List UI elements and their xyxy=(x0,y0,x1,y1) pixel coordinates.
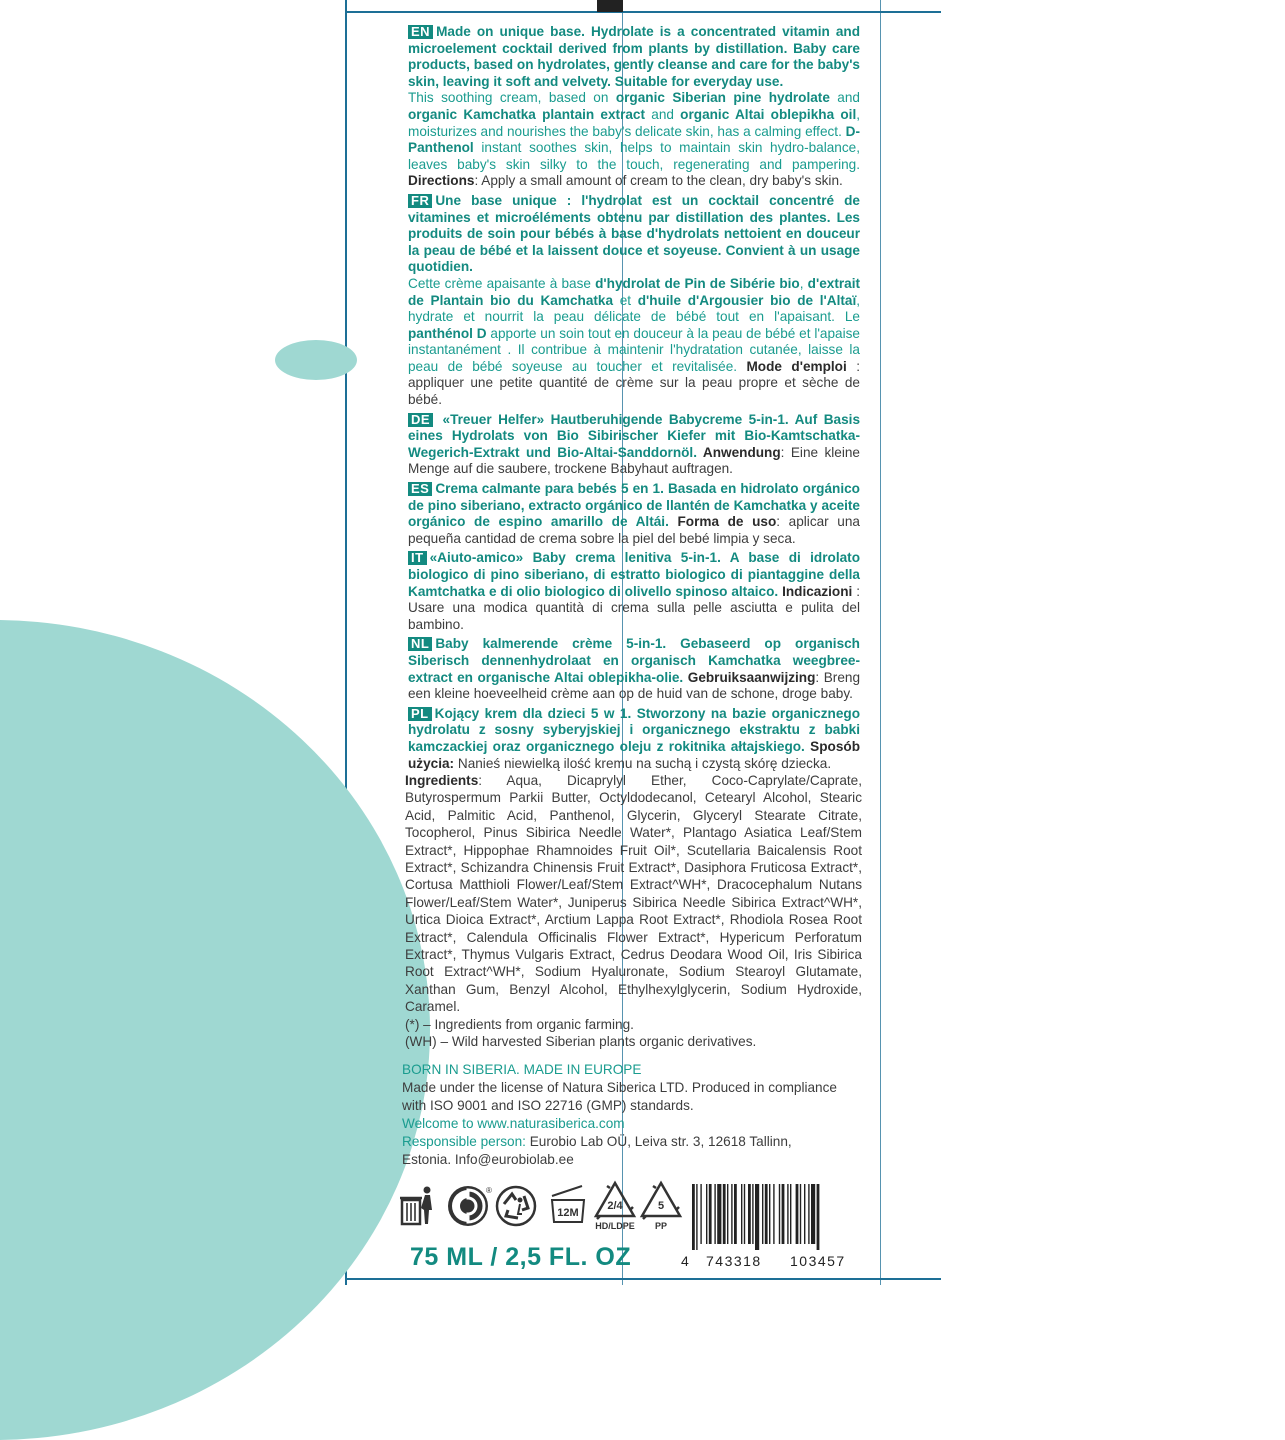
recycling-icons-row xyxy=(398,1180,698,1230)
it-text: «Aiuto-amico» Baby crema lenitiva 5-in-1. A base di idrolato biologico di pino siberiano, di estratto biologico di piantaggine della Kamtchatka e di olio biologico di olivello spinoso altaico. xyxy=(408,550,860,599)
ingredients-block xyxy=(405,772,862,1051)
barcode-bar xyxy=(709,1184,712,1244)
en-text: This soothing cream, based on xyxy=(408,90,616,106)
top-tab-mark xyxy=(597,0,623,12)
recycle-person-icon xyxy=(494,1184,540,1228)
pl-text: Kojący krem dla dzieci 5 w 1. Stworzony na bazie organicznego hydrolatu z sosny syberyjskiej i organicznego ekstraktu z babki kamczackiej oraz organicznego oleju z rokitnika ałtajskiego. xyxy=(408,705,860,754)
en-key: D-Panthenol xyxy=(408,123,860,156)
lang-tag-es: ES xyxy=(408,482,432,496)
en-intro: Made on unique base. Hydrolate is a concentrated vitamin and microelement cocktail derived from plants by distillation. Baby care products, based on hydrolates, gently cleanse and care for the baby's skin, leaving it soft and velvety. Suitable for everyday use. xyxy=(408,24,860,89)
barcode-bar xyxy=(744,1184,745,1244)
recycle-pp-number: 5 xyxy=(657,1200,665,1212)
recycle-hdpe-label: HD/LDPE xyxy=(595,1221,635,1231)
en-text: , moisturizes and nourishes the baby's delicate skin, has a calming effect. xyxy=(408,106,860,139)
es-text: Crema calmante para bebés 5 en 1. Basada en hidrolato orgánico de pino siberiano, extracto orgánico de llantén de Kamchatka y aceite orgánico de espino amarillo de Altái. xyxy=(408,481,860,530)
nl-directions-label: Gebruiksaanwijzing xyxy=(687,669,816,685)
en-text: and xyxy=(645,106,681,122)
en-directions-label: Directions xyxy=(408,173,475,189)
it-directions-label: Indicazioni xyxy=(782,583,853,599)
ingredients-label: Ingredients xyxy=(405,773,479,788)
en-key: organic Altai oblepikha oil xyxy=(680,106,857,122)
fr-text: apporte un soin tout en douceur à la peau de bébé et l'apaise instantanément . Il contribue à maintenir l'hydratation cutanée, laisse la peau de bébé soyeuse au toucher et revitalisée. xyxy=(408,325,860,374)
barcode-bar xyxy=(765,1184,768,1244)
de-directions-text: : Eine kleine Menge auf die saubere, trockene Babyhaut auftragen. xyxy=(408,444,860,477)
born-in-siberia-line: BORN IN SIBERIA. MADE IN EUROPE xyxy=(402,1062,642,1077)
barcode-bar xyxy=(727,1184,728,1244)
license-text: Made under the license of Natura Siberica LTD. Produced in compliance with ISO 9001 and ISO 22716 (GMP) standards. xyxy=(402,1080,837,1113)
lang-block-de xyxy=(408,412,860,478)
it-directions-text: : Usare una modica quantità di crema sulla pelle asciutta e pulita del bambino. xyxy=(408,583,860,632)
pao-label: 12M xyxy=(557,1207,579,1219)
barcode-icon xyxy=(690,1184,862,1250)
fr-intro: Une base unique : l'hydrolat est un cocktail concentré de vitamines et microéléments obtenu par distillation des plantes. Les produits de soin pour bébés à base d'hydrolats nettoient en douceur la peau de bébé et la laissent douce et soyeuse. Convient à un usage quotidien. xyxy=(408,192,860,275)
ingredients-text: : Aqua, Dicaprylyl Ether, Coco-Caprylate/Caprate, Butyrospermum Parkii Butter, Octyldodecanol, Cetearyl Alcohol, Stearic Acid, Palmitic Acid, Panthenol, Glycerin, Glyceryl Stearate Citrate, Tocopherol, Pinus Sibirica Needle Water*, Plantago Asiatica Leaf/Stem Extract*, Hippophae Rhamnoides Fruit Oil*, Scutellaria Baicalensis Root Extract*, Schizandra Chinensis Fruit Extract*, Dasiphora Fruticosa Extract*, Cortusa Matthioli Flower/Leaf/Stem Extract^WH*, Dracocephalum Nutans Flower/Leaf/Stem Water*, Juniperus Sibirica Needle Sibirica Extract^WH*, Urtica Dioica Extract*, Arctium Lappa Root Extract*, Rhodiola Rosea Root Extract*, Calendula Officinalis Flower Extract*, Hypericum Perforatum Extract*, Thymus Vulgaris Extract, Cedrus Deodara Wood Oil, Iris Sibirica Root Extract^WH*, Sodium Hyaluronate, Sodium Stearoyl Glutamate, Xanthan Gum, Benzyl Alcohol, Ethylhexylglycerin, Sodium Hydroxide, Caramel. xyxy=(405,773,862,1015)
organic-note: (*) – Ingredients from organic farming. xyxy=(405,1016,634,1032)
recycle-hdpe-icon xyxy=(592,1180,638,1232)
barcode-bar xyxy=(817,1184,820,1250)
lang-block-it xyxy=(408,550,860,633)
barcode-bar xyxy=(696,1184,697,1250)
pao-jar-icon xyxy=(548,1182,588,1226)
barcode-bar xyxy=(808,1184,809,1244)
barcode-bar xyxy=(804,1184,805,1244)
barcode-digit-prefix: 4 xyxy=(681,1253,691,1269)
de-text: «Treuer Helfer» Hautberuhigende Babycreme 5-in-1. Auf Basis eines Hydrolats von Bio Sibirischer Kiefer mit Bio-Kamtschatka-Wegerich-Extrakt und Bio-Altai-Sanddornöl. xyxy=(408,411,860,460)
nl-directions-text: : Breng een kleine hoeveelheid crème aan op de huid van de schone, droge baby. xyxy=(408,669,861,702)
product-volume: 75 ML / 2,5 FL. OZ xyxy=(410,1243,632,1271)
barcode-bar xyxy=(700,1184,701,1244)
lang-tag-fr: FR xyxy=(408,194,432,208)
responsible-person-text: Eurobio Lab OÜ, Leiva str. 3, 12618 Tallinn, Estonia. Info@eurobiolab.ee xyxy=(402,1134,792,1167)
barcode-bar xyxy=(790,1184,791,1244)
barcode-digits-right: 103457 xyxy=(790,1253,846,1269)
lang-tag-it: IT xyxy=(408,551,427,565)
recycle-pp-icon xyxy=(638,1180,684,1232)
barcode-bar xyxy=(723,1184,726,1244)
fr-key: panthénol D xyxy=(408,325,487,341)
fr-text: et xyxy=(613,292,638,308)
recycle-pp-label: PP xyxy=(654,1221,668,1231)
barcode-bar xyxy=(779,1184,780,1244)
decorative-arc-large xyxy=(0,620,430,1440)
barcode-bar xyxy=(706,1184,707,1244)
barcode-bar xyxy=(731,1184,732,1244)
barcode-bar xyxy=(734,1184,737,1244)
fr-text: Cette crème apaisante à base xyxy=(408,275,596,291)
green-dot-icon xyxy=(446,1184,494,1228)
frame-line-top xyxy=(345,11,941,13)
fr-key: d'extrait de Plantain bio du Kamchatka xyxy=(408,275,861,308)
barcode-bar xyxy=(717,1184,721,1244)
lang-tag-de: DE xyxy=(408,413,433,427)
barcode-bar xyxy=(714,1184,715,1244)
lang-block-en xyxy=(408,24,860,190)
barcode-bar xyxy=(811,1184,815,1244)
barcode-bar xyxy=(782,1184,785,1244)
fold-guide-line xyxy=(880,0,881,1285)
website-line: Welcome to www.naturasiberica.com xyxy=(402,1116,625,1131)
lang-tag-pl: PL xyxy=(408,707,432,721)
frame-line-bottom xyxy=(345,1278,941,1280)
lang-tag-en: EN xyxy=(408,25,433,39)
svg-text:®: ® xyxy=(486,1186,492,1195)
en-key: organic Siberian pine hydrolate xyxy=(615,90,830,106)
barcode-digits-left: 743318 xyxy=(706,1253,762,1269)
en-key: organic Kamchatka plantain extract xyxy=(408,106,646,122)
recycle-hdpe-number: 2/4 xyxy=(607,1200,623,1212)
barcode-bar xyxy=(800,1184,801,1244)
fr-text: , xyxy=(799,275,808,291)
fr-directions-text: : appliquer une petite quantité de crème sur la peau propre et sèche de bébé. xyxy=(408,358,860,408)
responsible-person-label: Responsible person: xyxy=(402,1134,526,1149)
lang-block-pl xyxy=(408,706,860,772)
barcode-bar xyxy=(796,1184,799,1244)
barcode-bar xyxy=(762,1184,763,1244)
es-directions-text: : aplicar una pequeña cantidad de crema sobre la piel del bebé limpia y seca. xyxy=(408,514,860,546)
nl-text: Baby kalmerende crème 5-in-1. Gebaseerd op organisch Siberisch dennenhydrolaat en organisch Kamchatka weegbree-extract en organische Altai oblepikha-olie. xyxy=(408,636,860,685)
pl-directions-label: Sposób użycia: xyxy=(408,738,860,771)
lang-block-es xyxy=(408,481,860,547)
decorative-arc xyxy=(275,340,357,380)
trash-bin-icon xyxy=(398,1184,436,1228)
fr-key: d'huile d'Argousier bio de l'Altaï xyxy=(637,292,857,308)
lang-block-fr xyxy=(408,193,860,409)
barcode-bar xyxy=(769,1184,770,1244)
pl-directions-text: Nanieś niewielką ilość kremu na suchą i czystą skórę dziecka. xyxy=(454,755,832,771)
description-column xyxy=(408,24,860,775)
es-directions-label: Forma de uso xyxy=(677,514,777,530)
barcode-bar xyxy=(752,1184,753,1244)
en-text: and xyxy=(829,90,860,106)
barcode-bar xyxy=(755,1184,759,1250)
en-text: instant soothes skin, helps to maintain skin hydro-balance, leaves baby's skin silky to the touch, regenerating and pampering. xyxy=(408,140,860,172)
wild-harvest-note: (WH) – Wild harvested Siberian plants organic derivatives. xyxy=(405,1034,757,1050)
fr-text: , hydrate et nourrit la peau délicate de bébé tout en l'apaisant. Le xyxy=(408,292,861,325)
en-directions-text: : Apply a small amount of cream to the clean, dry baby's skin. xyxy=(474,173,843,189)
barcode-bar xyxy=(748,1184,751,1244)
barcode-bar xyxy=(773,1184,774,1244)
manufacturer-info xyxy=(402,1061,842,1169)
lang-tag-nl: NL xyxy=(408,637,432,651)
fr-key: d'hydrolat de Pin de Sibérie bio xyxy=(595,275,800,291)
fr-directions-label: Mode d'emploi xyxy=(746,358,847,374)
barcode-bar xyxy=(741,1184,742,1244)
de-directions-label: Anwendung xyxy=(702,444,781,460)
barcode-bar xyxy=(692,1184,695,1250)
lang-block-nl xyxy=(408,636,860,702)
barcode-bar xyxy=(787,1184,788,1244)
